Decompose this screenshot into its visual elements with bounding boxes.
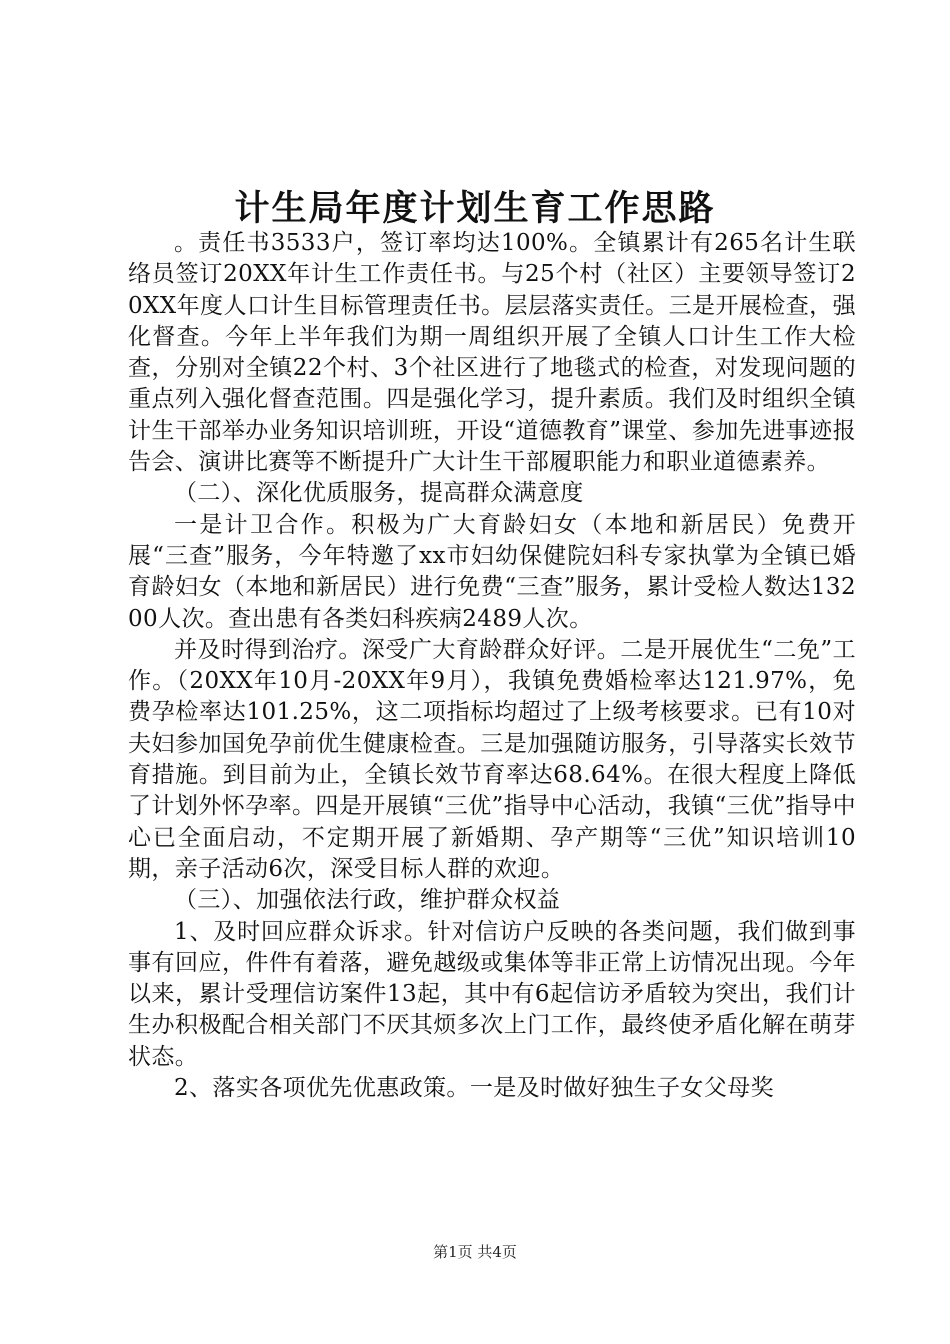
section-heading: （三）、加强依法行政，维护群众权益 xyxy=(174,887,561,914)
paragraph: 并及时得到治疗。深受广大育龄群众好评。二是开展优生“二免”工作。（20XX年10月-20XX年9月），我镇免费婚检率达121.97%，免费孕检率达101.25%，这二项指标均超过了上级考核要求。已有10对夫妇参加国免孕前优生健康检查。三是加强随访服务，引导落实长效节育措施。到目前为止，全镇长效节育率达68.64%。在很大程度上降低了计划外怀孕率。四是开展镇“三优”指导中心活动，我镇“三优”指导中心已全面启动，不定期开展了新婚期、孕产期等“三优”知识培训10期，亲子活动6次，深受目标人群的欢迎。 xyxy=(128,636,856,882)
section-heading: （二）、深化优质服务，提高群众满意度 xyxy=(174,480,584,507)
paragraph: 。责任书3533户，签订率均达100%。全镇累计有265名计生联络员签订20XX年计生工作责任书。与25个村（社区）主要领导签订20XX年度人口计生目标管理责任书。层层落实责任。三是开展检查，强化督查。今年上半年我们为期一周组织开展了全镇人口计生工作大检查，分别对全镇22个村、3个社区进行了地毯式的检查，对发现问题的重点列入强化督查范围。四是强化学习，提升素质。我们及时组织全镇计生干部举办业务知识培训班，开设“道德教育”课堂、参加先进事迹报告会、演讲比赛等不断提升广大计生干部履职能力和职业道德素养。 xyxy=(128,230,856,476)
document-title: 计生局年度计划生育工作思路 xyxy=(234,188,716,229)
page-footer: 第1页 共4页 xyxy=(433,1243,517,1261)
document-body xyxy=(128,228,856,1104)
paragraph: 一是计卫合作。积极为广大育龄妇女（本地和新居民）免费开展“三查”服务，今年特邀了xx市妇幼保健院妇科专家执掌为全镇已婚育龄妇女（本地和新居民）进行免费“三查”服务，累计受检人数达13200人次。查出患有各类妇科疾病2489人次。 xyxy=(128,511,856,632)
paragraph: 1、及时回应群众诉求。针对信访户反映的各类问题，我们做到事事有回应，件件有着落，避免越级或集体等非正常上访情况出现。今年以来，累计受理信访案件13起，其中有6起信访矛盾较为突出，我们计生办积极配合相关部门不厌其烦多次上门工作，最终使矛盾化解在萌芽状态。 xyxy=(128,918,856,1070)
paragraph: 2、落实各项优先优惠政策。一是及时做好独生子女父母奖 xyxy=(174,1075,775,1102)
